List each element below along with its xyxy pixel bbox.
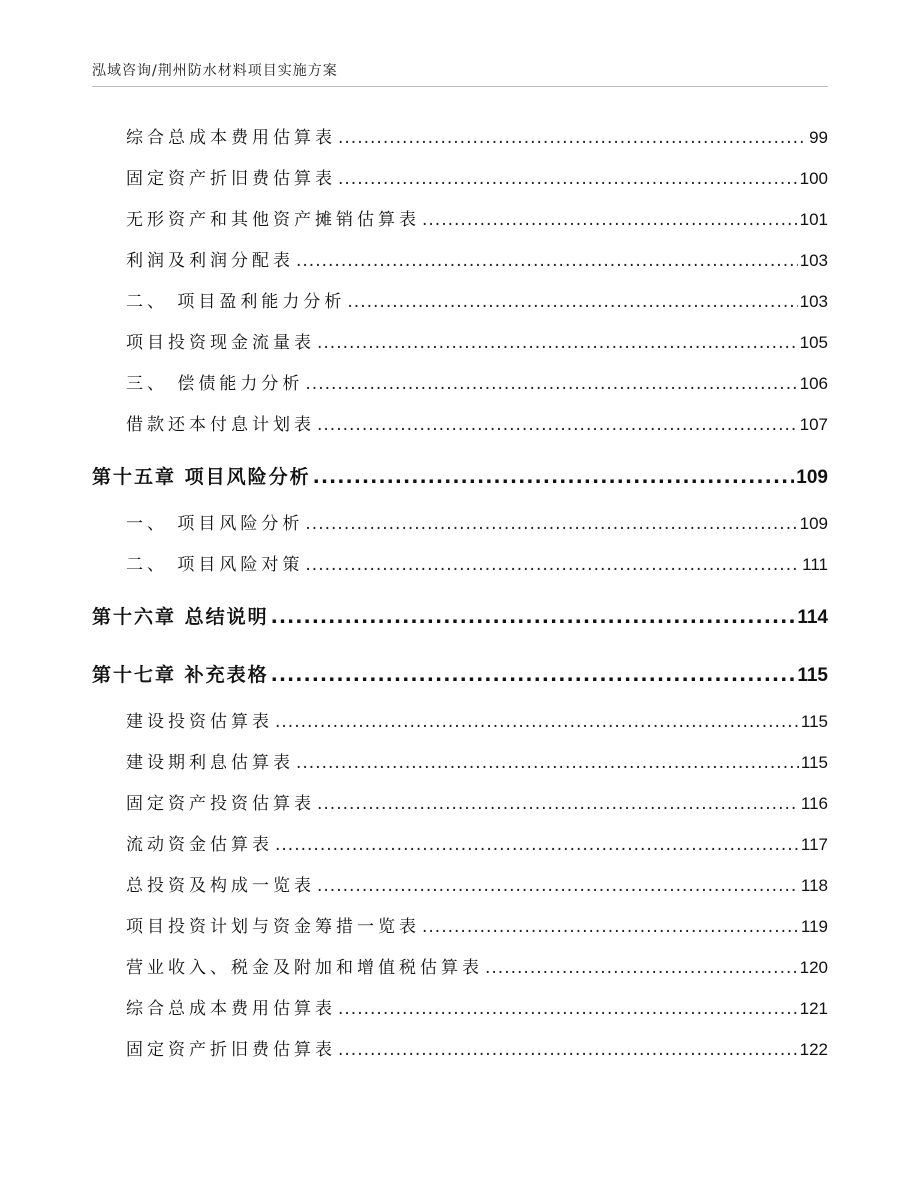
- dot-leader: [338, 159, 798, 200]
- dot-leader: [422, 907, 799, 948]
- header-divider: [92, 86, 828, 87]
- toc-entry-page: 120: [799, 958, 828, 977]
- toc-entry[interactable]: [92, 199, 828, 240]
- toc-entry-title: 建设投资估算表: [126, 712, 273, 732]
- toc-entry-title: 借款还本付息计划表: [126, 415, 315, 435]
- toc-entry-title: 营业收入、税金及附加和增值税估算表: [126, 958, 483, 978]
- dot-leader: [271, 591, 796, 643]
- toc-entry[interactable]: [92, 322, 828, 363]
- dot-leader: [317, 784, 799, 825]
- toc-entry-page: 105: [799, 333, 828, 352]
- toc-entry-title: 综合总成本费用估算表: [126, 999, 336, 1019]
- dot-leader: [305, 545, 800, 586]
- toc-entry[interactable]: [92, 824, 828, 865]
- toc-chapter-page: 109: [796, 467, 828, 488]
- toc-chapter-entry[interactable]: [92, 451, 828, 503]
- toc-entry[interactable]: [92, 947, 828, 988]
- toc-entry[interactable]: [92, 1029, 828, 1070]
- dot-leader: [275, 825, 799, 866]
- toc-entry-title: 建设期利息估算表: [126, 753, 294, 773]
- toc-chapter-entry[interactable]: [92, 591, 828, 643]
- dot-leader: [338, 1030, 798, 1071]
- toc-entry-title: 一、 项目风险分析: [126, 514, 304, 534]
- toc-chapter-page: 115: [797, 665, 828, 686]
- running-header: 泓域咨询/荆州防水材料项目实施方案: [92, 63, 338, 79]
- toc-entry-title: 固定资产折旧费估算表: [126, 169, 336, 189]
- dot-leader: [485, 948, 798, 989]
- toc-chapter-title: 第十七章 补充表格: [92, 664, 269, 686]
- toc-entry-page: 118: [800, 876, 828, 895]
- toc-entry-title: 流动资金估算表: [126, 835, 273, 855]
- toc-entry-page: 119: [800, 917, 828, 936]
- toc-entry[interactable]: [92, 281, 828, 322]
- dot-leader: [296, 241, 798, 282]
- toc-entry[interactable]: [92, 783, 828, 824]
- toc-entry-page: 109: [799, 514, 828, 533]
- dot-leader: [347, 282, 797, 323]
- toc-entry[interactable]: [92, 503, 828, 544]
- dot-leader: [338, 989, 798, 1030]
- toc-entry-title: 利润及利润分配表: [126, 251, 294, 271]
- dot-leader: [305, 504, 797, 545]
- toc-chapter-page: 114: [797, 607, 828, 628]
- dot-leader: [313, 451, 795, 503]
- toc-entry-title: 项目投资计划与资金筹措一览表: [126, 917, 420, 937]
- toc-entry-title: 总投资及构成一览表: [126, 876, 315, 896]
- dot-leader: [305, 364, 797, 405]
- toc-entry[interactable]: [92, 404, 828, 445]
- dot-leader: [275, 702, 799, 743]
- table-of-contents: [92, 117, 828, 1070]
- toc-entry[interactable]: [92, 701, 828, 742]
- toc-entry-page: 122: [799, 1040, 828, 1059]
- toc-entry-title: 三、 偿债能力分析: [126, 374, 304, 394]
- toc-chapter-title: 第十五章 项目风险分析: [92, 466, 311, 488]
- toc-entry-title: 二、 项目盈利能力分析: [126, 292, 346, 312]
- toc-entry[interactable]: [92, 544, 828, 585]
- toc-entry-page: 106: [799, 374, 828, 393]
- toc-entry[interactable]: [92, 363, 828, 404]
- toc-entry[interactable]: [92, 865, 828, 906]
- toc-entry-title: 无形资产和其他资产摊销估算表: [126, 210, 420, 230]
- toc-chapter-entry[interactable]: [92, 649, 828, 701]
- toc-entry[interactable]: [92, 117, 828, 158]
- toc-entry-page: 99: [809, 128, 828, 147]
- toc-entry-title: 综合总成本费用估算表: [126, 128, 336, 148]
- toc-entry-page: 100: [799, 169, 828, 188]
- toc-entry[interactable]: [92, 988, 828, 1029]
- dot-leader: [271, 649, 796, 701]
- dot-leader: [317, 323, 798, 364]
- toc-entry-page: 103: [799, 251, 828, 270]
- toc-entry-title: 固定资产折旧费估算表: [126, 1040, 336, 1060]
- toc-entry[interactable]: [92, 158, 828, 199]
- toc-entry-page: 111: [802, 555, 828, 574]
- toc-entry-page: 117: [800, 835, 828, 854]
- toc-entry-page: 103: [799, 292, 828, 311]
- toc-entry-title: 固定资产投资估算表: [126, 794, 315, 814]
- toc-entry[interactable]: [92, 906, 828, 947]
- toc-entry-page: 115: [800, 712, 828, 731]
- dot-leader: [296, 743, 799, 784]
- dot-leader: [422, 200, 798, 241]
- toc-entry-title: 项目投资现金流量表: [126, 333, 315, 353]
- toc-chapter-title: 第十六章 总结说明: [92, 606, 269, 628]
- dot-leader: [317, 866, 799, 907]
- dot-leader: [338, 118, 807, 159]
- toc-entry-title: 二、 项目风险对策: [126, 555, 304, 575]
- toc-entry-page: 115: [800, 753, 828, 772]
- toc-entry[interactable]: [92, 240, 828, 281]
- toc-entry[interactable]: [92, 742, 828, 783]
- toc-entry-page: 121: [799, 999, 828, 1018]
- toc-entry-page: 116: [800, 794, 828, 813]
- dot-leader: [317, 405, 798, 446]
- toc-entry-page: 101: [799, 210, 828, 229]
- toc-entry-page: 107: [799, 415, 828, 434]
